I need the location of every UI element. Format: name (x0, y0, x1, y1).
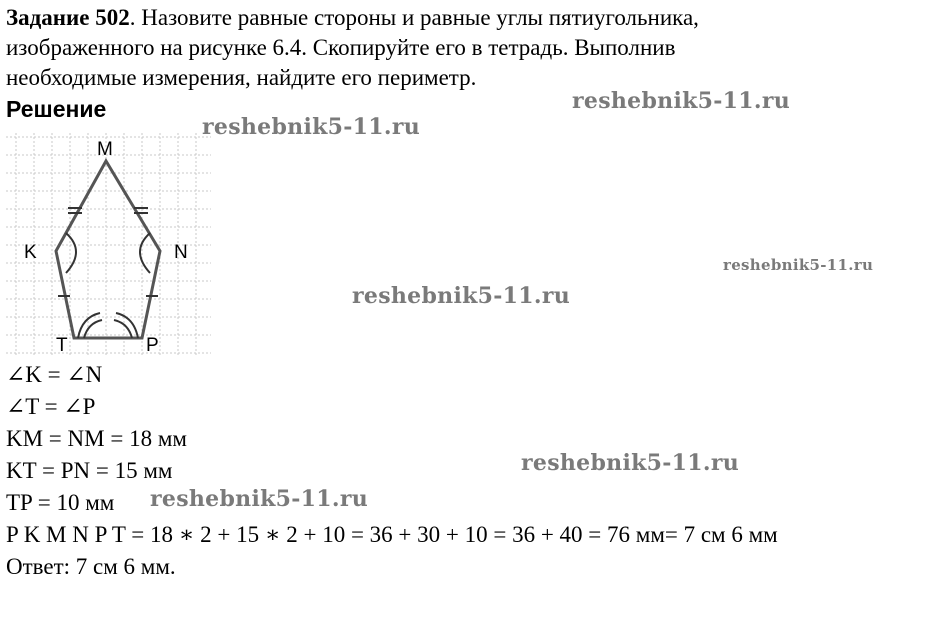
watermark: reshebnik5-11.ru (352, 283, 571, 309)
solution-heading: Решение (6, 96, 107, 122)
task-statement (6, 3, 931, 93)
vertex-label-m: M (97, 139, 113, 160)
watermark: reshebnik5-11.ru (202, 114, 421, 140)
task-number: Задание 502 (6, 5, 130, 30)
watermark: reshebnik5-11.ru (572, 88, 791, 114)
solution-line-kt-pn: KT = PN = 15 мм (6, 458, 173, 483)
solution-line-perimeter: P K M N P T = 18 ∗ 2 + 15 ∗ 2 + 10 = 36 + 30 + 10 = 36 + 40 = 76 мм= 7 см 6 мм (6, 522, 778, 547)
vertex-label-k: K (24, 242, 37, 263)
solution-line-answer: Ответ: 7 см 6 мм. (6, 554, 176, 579)
vertex-label-t: T (56, 335, 68, 356)
watermark: reshebnik5-11.ru (521, 450, 740, 476)
vertex-label-n: N (174, 242, 188, 263)
solution-line-angles-kn: ∠K = ∠N (6, 362, 103, 387)
vertex-label-p: P (146, 335, 159, 356)
task-line-3: необходимые измерения, найдите его периметр. (6, 65, 477, 90)
watermark: reshebnik5-11.ru (723, 256, 874, 274)
pentagon-outline (56, 161, 160, 338)
pentagon-figure (6, 133, 211, 358)
task-line-2: изображенного на рисунке 6.4. Скопируйте его в тетрадь. Выполнив (6, 35, 676, 60)
solution-line-tp: TP = 10 мм (6, 490, 115, 515)
watermark: reshebnik5-11.ru (150, 486, 369, 512)
solution-text (6, 359, 778, 583)
solution-line-km-nm: KM = NM = 18 мм (6, 426, 187, 451)
solution-line-angles-tp: ∠T = ∠P (6, 394, 96, 419)
task-line-1 (6, 3, 931, 33)
angle-arcs (66, 233, 150, 338)
task-text-1: . Назовите равные стороны и равные углы пятиугольника, (129, 5, 699, 30)
